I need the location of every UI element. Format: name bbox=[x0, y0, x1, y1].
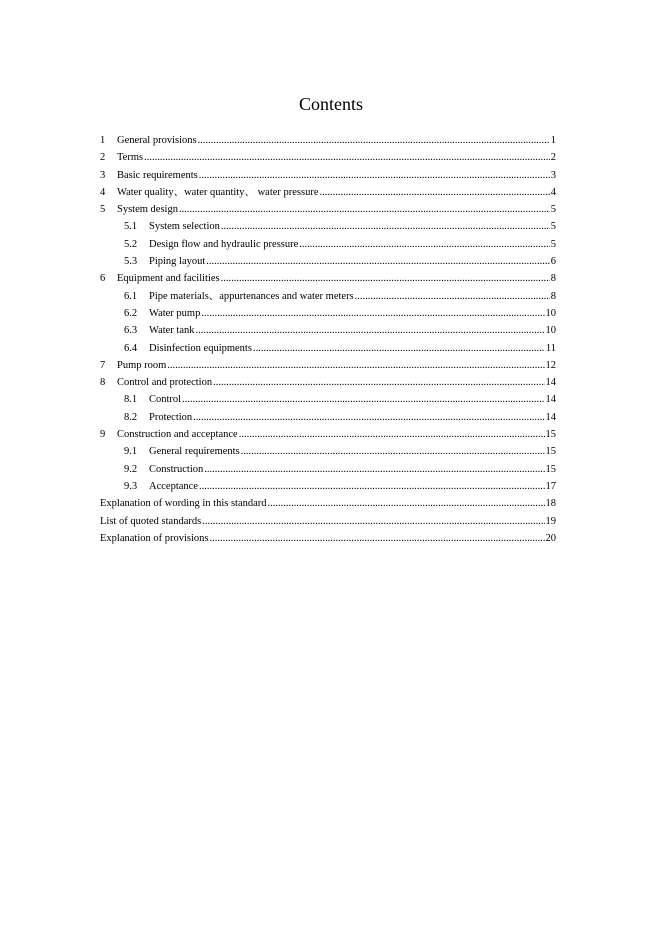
toc-dot-leader bbox=[198, 132, 550, 149]
toc-entry-number: 9.1 bbox=[124, 446, 138, 458]
toc-entry[interactable] bbox=[100, 288, 556, 305]
toc-entry[interactable] bbox=[100, 236, 556, 253]
toc-entry[interactable] bbox=[100, 530, 556, 547]
page-title: Contents bbox=[298, 94, 363, 114]
toc-dot-leader bbox=[355, 288, 550, 305]
toc-entry-number: 6.4 bbox=[124, 342, 138, 354]
toc-entry[interactable] bbox=[100, 374, 556, 391]
toc-entry-title: Design flow and hydraulic pressure bbox=[149, 238, 299, 250]
toc-entry[interactable] bbox=[100, 391, 556, 408]
toc-entry-title: System design bbox=[117, 204, 178, 216]
toc-entry-page-number: 5 bbox=[550, 221, 556, 233]
toc-entry[interactable] bbox=[100, 495, 556, 512]
toc-entry[interactable] bbox=[100, 253, 556, 270]
toc-entry-page-number: 12 bbox=[545, 359, 556, 371]
toc-entry-page-number: 15 bbox=[545, 463, 556, 475]
toc-entry-page-number: 6 bbox=[550, 256, 556, 268]
toc-entry[interactable] bbox=[100, 305, 556, 322]
toc-entry-page-number: 3 bbox=[550, 169, 556, 181]
toc-entry[interactable] bbox=[100, 443, 556, 460]
toc-dot-leader bbox=[199, 167, 550, 184]
toc-dot-leader bbox=[204, 461, 544, 478]
toc-entry-page-number: 19 bbox=[545, 515, 556, 527]
toc-dot-leader bbox=[182, 391, 544, 408]
toc-entry-page-number: 18 bbox=[545, 498, 556, 510]
toc-entry-number: 4 bbox=[100, 186, 106, 198]
toc-dot-leader bbox=[210, 530, 545, 547]
toc-entry-number: 8 bbox=[100, 377, 106, 389]
toc-entry-title: Water quality、water quantity、 water pressure bbox=[117, 186, 319, 198]
toc-entry-title: General provisions bbox=[117, 135, 197, 146]
toc-entry-number: 6.1 bbox=[124, 290, 138, 302]
toc-dot-leader bbox=[193, 409, 544, 426]
toc-entry-number: 5.1 bbox=[124, 221, 138, 233]
toc-dot-leader bbox=[179, 201, 550, 218]
toc-entry-page-number: 20 bbox=[545, 532, 556, 544]
toc-entry-title: Terms bbox=[117, 152, 144, 164]
toc-entry-title: Explanation of provisions bbox=[100, 532, 209, 544]
toc-entry-number: 6.2 bbox=[124, 307, 138, 319]
toc-entry-title: List of quoted standards bbox=[100, 515, 202, 527]
toc-entry-page-number: 15 bbox=[545, 429, 556, 441]
toc-entry[interactable] bbox=[100, 513, 556, 530]
toc-entry-title: Disinfection equipments bbox=[149, 342, 252, 354]
toc-dot-leader bbox=[202, 513, 544, 530]
toc-dot-leader bbox=[221, 270, 550, 287]
toc-dot-leader bbox=[201, 305, 544, 322]
toc-entry[interactable] bbox=[100, 426, 556, 443]
toc-entry[interactable] bbox=[100, 478, 556, 495]
toc-entry[interactable] bbox=[100, 357, 556, 374]
toc-dot-leader bbox=[320, 184, 550, 201]
toc-dot-leader bbox=[213, 374, 544, 391]
toc-entry-title: Piping layout bbox=[149, 256, 206, 268]
toc-entry[interactable] bbox=[100, 270, 556, 287]
toc-dot-leader bbox=[268, 495, 545, 512]
toc-entry-number: 9 bbox=[100, 429, 106, 441]
toc-entry[interactable] bbox=[100, 184, 556, 201]
toc-dot-leader bbox=[241, 443, 545, 460]
toc-entry-number: 8.2 bbox=[124, 411, 138, 423]
toc-entry-title: Protection bbox=[149, 411, 193, 423]
toc-entry-page-number: 5 bbox=[550, 204, 556, 216]
toc-entry-number: 3 bbox=[100, 169, 106, 181]
toc-entry-title: Pump room bbox=[117, 359, 167, 371]
toc-entry-title: Acceptance bbox=[149, 480, 198, 492]
toc-entry-number: 7 bbox=[100, 359, 106, 371]
toc-entry[interactable] bbox=[100, 201, 556, 218]
toc-entry[interactable] bbox=[100, 461, 556, 478]
toc-entry-title: System selection bbox=[149, 221, 220, 233]
toc-entry-title: Control bbox=[149, 394, 182, 406]
toc-entry-title: Water pump bbox=[149, 307, 201, 319]
toc-entry-number: 5.2 bbox=[124, 238, 138, 250]
toc-dot-leader bbox=[196, 322, 545, 339]
toc-entry[interactable] bbox=[100, 218, 556, 235]
toc-entry-page-number: 14 bbox=[545, 411, 556, 423]
toc-dot-leader bbox=[199, 478, 545, 495]
toc-entry-number: 6 bbox=[100, 273, 106, 285]
toc-dot-leader bbox=[206, 253, 549, 270]
toc-entry-title: Equipment and facilities bbox=[117, 273, 220, 285]
table-of-contents bbox=[100, 132, 556, 547]
toc-entry[interactable] bbox=[100, 167, 556, 184]
toc-dot-leader bbox=[299, 236, 549, 253]
toc-entry-title: Construction and acceptance bbox=[117, 429, 238, 441]
toc-entry-title: Basic requirements bbox=[117, 169, 198, 181]
toc-entry-title: General requirements bbox=[149, 446, 240, 458]
toc-dot-leader bbox=[144, 149, 550, 166]
toc-entry-page-number: 11 bbox=[545, 342, 556, 354]
toc-entry-title: Construction bbox=[149, 463, 204, 475]
toc-entry-number: 1 bbox=[100, 135, 106, 146]
toc-entry[interactable] bbox=[100, 409, 556, 426]
toc-entry-title: Control and protection bbox=[117, 377, 213, 389]
toc-entry-number: 5.3 bbox=[124, 256, 138, 268]
toc-dot-leader bbox=[253, 340, 545, 357]
toc-dot-leader bbox=[221, 218, 550, 235]
toc-entry-title: Pipe materials、appurtenances and water meters bbox=[149, 290, 354, 302]
toc-entry-page-number: 8 bbox=[550, 290, 556, 302]
toc-entry[interactable] bbox=[100, 322, 556, 339]
toc-entry-page-number: 17 bbox=[545, 480, 556, 492]
toc-entry-page-number: 14 bbox=[545, 377, 556, 389]
toc-entry-number: 5 bbox=[100, 204, 106, 216]
toc-dot-leader bbox=[167, 357, 544, 374]
toc-entry-page-number: 15 bbox=[545, 446, 556, 458]
toc-dot-leader bbox=[239, 426, 545, 443]
toc-entry-title: Water tank bbox=[149, 325, 195, 337]
toc-entry-number: 8.1 bbox=[124, 394, 138, 406]
toc-entry-number: 9.3 bbox=[124, 480, 138, 492]
toc-entry-page-number: 1 bbox=[550, 135, 556, 146]
toc-entry-number: 2 bbox=[100, 152, 106, 164]
toc-entry-title: Explanation of wording in this standard bbox=[100, 498, 267, 510]
toc-entry-page-number: 5 bbox=[550, 238, 556, 250]
toc-entry-number: 6.3 bbox=[124, 325, 138, 337]
toc-entry-page-number: 4 bbox=[550, 186, 556, 198]
toc-entry-number: 9.2 bbox=[124, 463, 138, 475]
toc-entry-page-number: 10 bbox=[545, 325, 556, 337]
toc-entry[interactable] bbox=[100, 132, 556, 149]
toc-entry-page-number: 14 bbox=[545, 394, 556, 406]
toc-entry[interactable] bbox=[100, 340, 556, 357]
toc-entry[interactable] bbox=[100, 149, 556, 166]
toc-entry-page-number: 8 bbox=[550, 273, 556, 285]
toc-entry-page-number: 10 bbox=[545, 307, 556, 319]
toc-entry-page-number: 2 bbox=[550, 152, 556, 164]
